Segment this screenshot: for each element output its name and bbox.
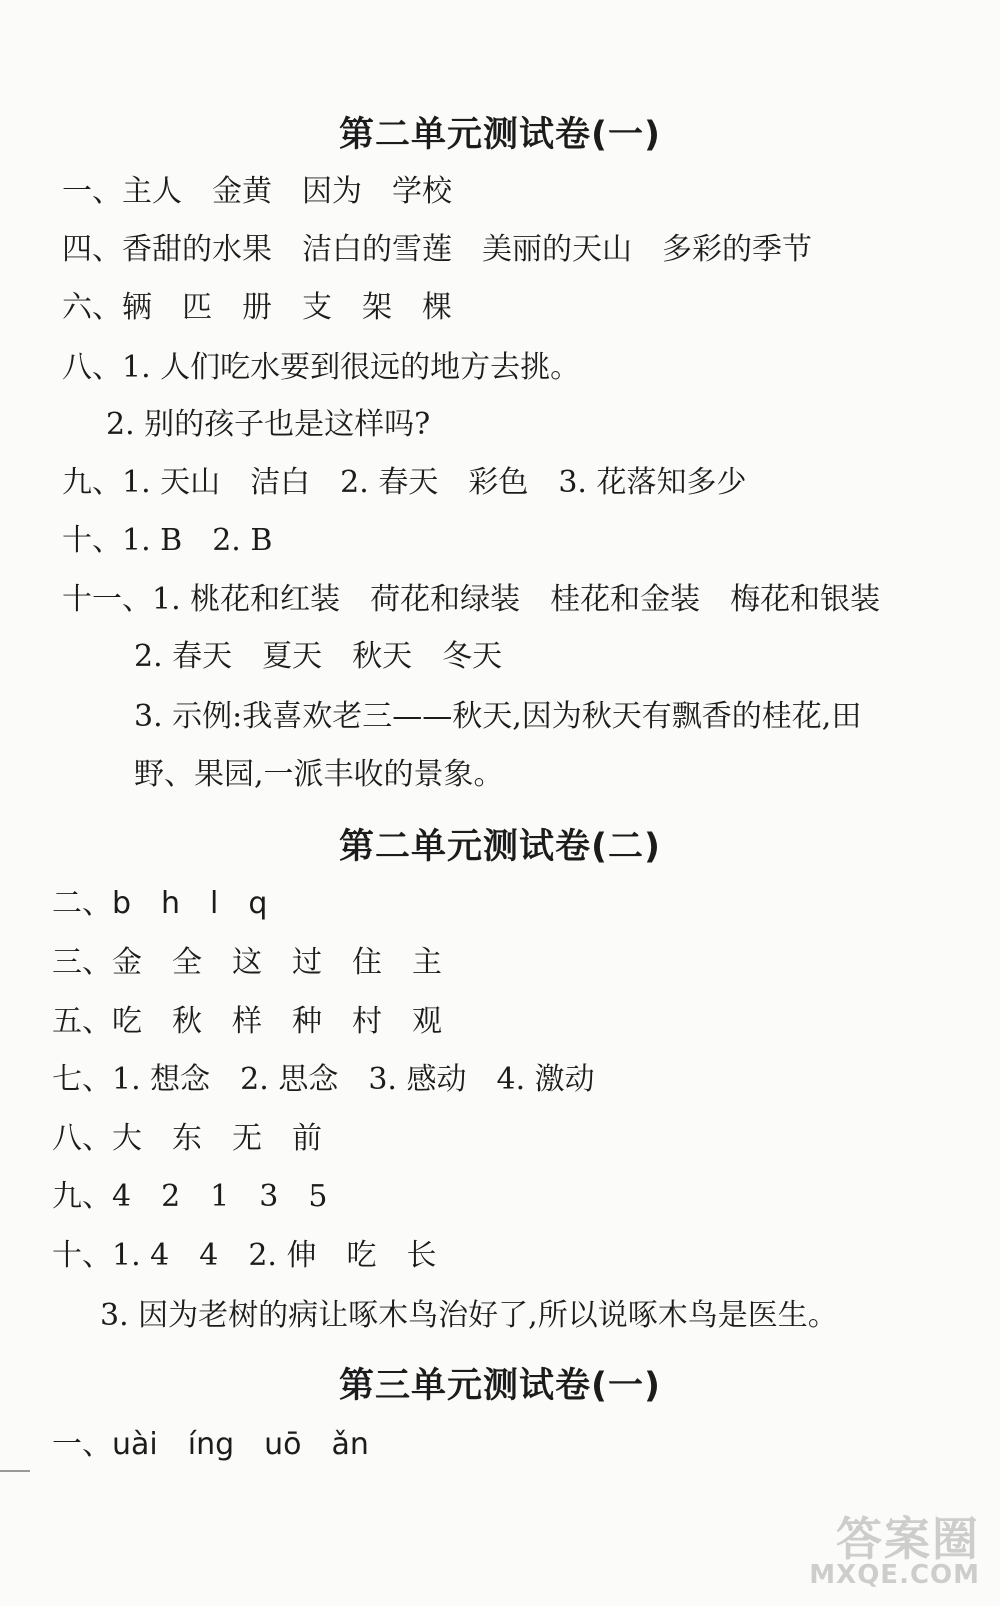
page-edge-mark	[0, 1470, 30, 1472]
watermark-logo: 答案圈	[836, 1512, 980, 1566]
answer-line: 3. 示例:我喜欢老三——秋天,因为秋天有飘香的桂花,田	[134, 699, 862, 734]
answer-line: 九、4 2 1 3 5	[52, 1179, 328, 1214]
answer-line: 二、b h l q	[52, 886, 268, 921]
answer-line: 一、uài íng uō ǎn	[52, 1427, 369, 1462]
answer-line: 八、大 东 无 前	[52, 1121, 322, 1156]
watermark	[809, 1512, 980, 1590]
answer-line: 五、吃 秋 样 种 村 观	[52, 1004, 442, 1039]
answer-line: 2. 春天 夏天 秋天 冬天	[134, 639, 503, 674]
answer-line: 十、1. B 2. B	[62, 523, 273, 558]
answer-line: 2. 别的孩子也是这样吗?	[106, 407, 431, 442]
section-title: 第二单元测试卷(二)	[339, 827, 661, 867]
answer-line: 九、1. 天山 洁白 2. 春天 彩色 3. 花落知多少	[62, 465, 747, 500]
watermark-site: MXQE.COM	[809, 1560, 980, 1590]
answer-line: 六、辆 匹 册 支 架 棵	[62, 290, 452, 325]
answer-line: 七、1. 想念 2. 思念 3. 感动 4. 激动	[52, 1062, 595, 1097]
section-title: 第三单元测试卷(一)	[339, 1366, 661, 1406]
answer-line: 三、金 全 这 过 住 主	[52, 945, 442, 980]
answer-line: 一、主人 金黄 因为 学校	[62, 174, 452, 209]
answer-line: 野、果园,一派丰收的景象。	[134, 757, 504, 792]
answer-line: 十、1. 4 4 2. 伸 吃 长	[52, 1238, 437, 1273]
answer-line: 四、香甜的水果 洁白的雪莲 美丽的天山 多彩的季节	[62, 232, 812, 267]
answer-line: 八、1. 人们吃水要到很远的地方去挑。	[62, 350, 581, 385]
section-title: 第二单元测试卷(一)	[339, 115, 661, 155]
answer-line: 十一、1. 桃花和红装 荷花和绿装 桂花和金装 梅花和银装	[62, 582, 881, 617]
answer-line: 3. 因为老树的病让啄木鸟治好了,所以说啄木鸟是医生。	[100, 1298, 838, 1333]
